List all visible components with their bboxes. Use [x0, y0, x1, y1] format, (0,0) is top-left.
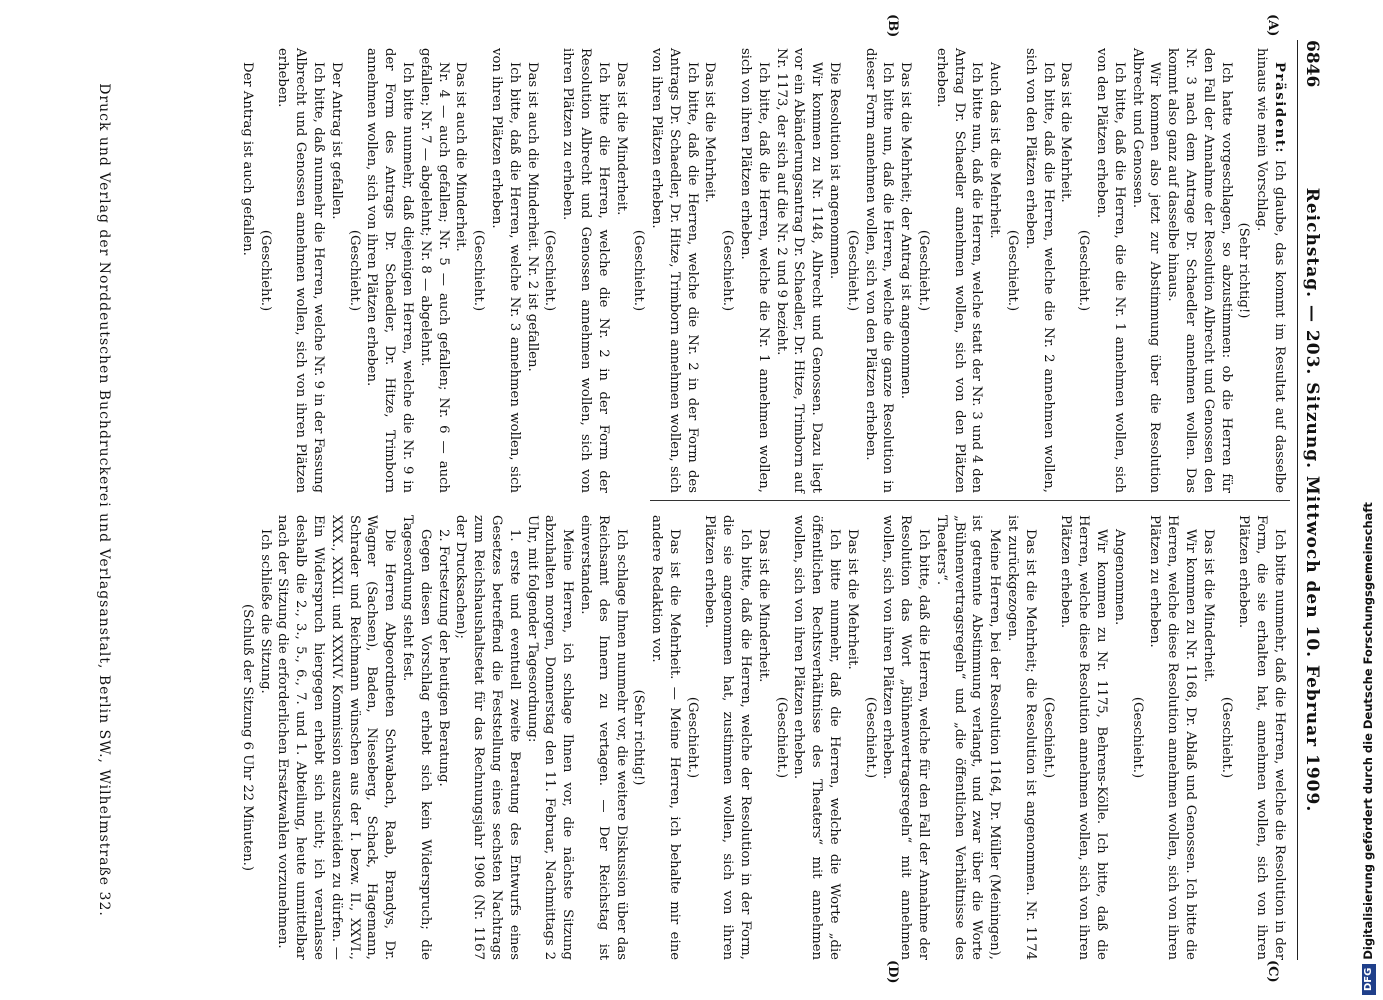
paragraph-text: Ich schließe die Sitzung.	[257, 529, 273, 694]
paragraph-text: Das ist die Mehrheit.	[844, 529, 860, 670]
paragraph	[612, 48, 630, 493]
paragraph	[790, 515, 843, 960]
stage-direction: (Geschieht.)	[1129, 696, 1145, 779]
paragraph	[256, 515, 274, 960]
paragraph-text: Ich hatte vorgeschlagen, so abzustimmen: ob die Herren für den Fall der Annahme der Resolution Albrecht und Genossen den Nr. 3 nach dem Antrage Dr. Schaedler annehmen wollen. Das kommt also ganz auf dasselbe hinaus.	[1165, 48, 1234, 493]
paragraph	[701, 48, 719, 493]
paragraph	[1146, 515, 1199, 960]
stage-direction: (Geschieht.)	[471, 229, 487, 312]
paragraph-text: Ich bitte nunmehr, daß die Herren, welche die Worte „die öffentlichen Rechtsverhältnisse des Theaters“ mit annehmen wollen, sich von ihren Plätzen erheben.	[791, 515, 843, 960]
stage-direction: (Geschieht.)	[1076, 229, 1092, 312]
paragraph-text: Angenommen.	[1111, 529, 1127, 626]
paragraph	[825, 48, 843, 493]
dfg-credit-text: Digitalisierung gefördert durch die Deutsche Forschungsgemeinschaft	[1361, 502, 1375, 960]
margin-mark-c: (C)	[1265, 960, 1280, 983]
paragraph-text: Ich schlage Ihnen nunmehr vor, die weitere Diskussion über das Reichsamt des Innern zu vertagen. — Der Reichstag ist einverstanden.	[577, 515, 629, 960]
paragraph	[1128, 48, 1164, 493]
paragraph-text: Die Resolution ist angenommen.	[827, 62, 843, 280]
paragraph-text: Das ist die Mehrheit. — Meine Herren, ich behalte mir eine andere Redaktion vor.	[649, 515, 682, 960]
paragraph	[452, 48, 470, 493]
paragraph-text: Auch das ist die Mehrheit.	[987, 62, 1003, 239]
paragraph-text: Das ist auch die Minderheit.	[453, 62, 469, 252]
paragraph-text: Das ist die Minderheit.	[1200, 529, 1216, 683]
paragraph	[363, 48, 416, 493]
paragraph-text: Gegen diesen Vorschlag erhebt sich kein Widerspruch; die Tagesordnung steht fest.	[399, 515, 433, 960]
paragraph	[896, 48, 914, 493]
margin-mark-a: (A)	[1265, 14, 1280, 37]
paragraph-text: Wir kommen zu Nr. 1168, Dr. Ablaß und Genossen. Ich bitte die Herren, welche diese Resolution annehmen wollen, sich von ihren Plätzen zu erheben.	[1147, 515, 1199, 960]
stage-direction: (Geschieht.)	[257, 229, 273, 312]
page-number: 6846	[1302, 40, 1322, 88]
paragraph	[523, 48, 541, 493]
paragraph-text: Ich glaube, das kommt im Resultat auf dasselbe hinaus wie mein Vorschlag.	[1254, 48, 1287, 494]
paragraph-text: Ich bitte, daß die Herren, welche die Nr. 1 annehmen wollen, sich von ihren Plätzen erheben.	[738, 48, 771, 493]
paragraph-text: Ich bitte die Herren, welche die Nr. 2 in der Form der Resolution Albrecht und Genossen annehmen wollen, sich von ihren Plätzen zu erheben.	[560, 48, 611, 493]
paragraph-text: Ich bitte, daß die Herren, welche die Nr. 2 annehmen wollen, sich von den Plätzen erheben.	[1022, 48, 1056, 493]
paragraph	[754, 515, 772, 960]
paragraph	[434, 515, 452, 960]
paragraph	[879, 515, 932, 960]
paragraph	[772, 48, 825, 493]
paragraph-text: Ich bitte, daß nunmehr die Herren, welche Nr. 9 in der Fassung Albrecht und Genossen annehmen wollen, sich von ihren Plätzen erheben.	[275, 48, 326, 493]
stage-direction: (Geschieht.)	[773, 696, 789, 779]
stage-direction: (Geschieht.)	[346, 229, 362, 312]
paragraph-text: Wir kommen zu Nr. 1175, Behrens-Kölle. Ich bitte, daß die Herren, welche diese Resolution annehmen wollen, sich von ihren Plätzen erheben.	[1058, 515, 1110, 960]
paragraph-text: Das ist die Minderheit.	[613, 62, 629, 216]
stage-direction: (Sehr richtig!)	[1236, 222, 1252, 319]
paragraph	[843, 515, 861, 960]
paragraph	[1199, 515, 1217, 960]
paragraph-text: Nr. 4 — auch gefallen; Nr. 5 — auch gefallen; Nr. 6 — auch gefallen; Nr. 7 — abgelehnt; Nr. 8 — abgelehnt.	[417, 48, 451, 493]
paragraph	[558, 48, 611, 493]
paragraph-text: Das ist die Minderheit.	[755, 529, 771, 683]
printer-imprint: Druck und Verlag der Norddeutschen Buchdruckerei und Verlagsanstalt, Berlin SW., Wilhelmstraße 32.	[96, 83, 112, 917]
stage-direction: (Geschieht.)	[1040, 696, 1056, 779]
left-text-column	[238, 48, 1288, 493]
paragraph-text: Ich bitte nun, daß die Herren, welche statt der Nr. 3 und 4 den Antrag Dr. Schaedler annehmen wollen, sich von den Plätzen erheben.	[933, 48, 985, 493]
paragraph	[1235, 515, 1288, 960]
header-rule	[1297, 40, 1298, 960]
paragraph	[416, 48, 452, 493]
paragraph-text: Ich bitte, daß die Herren, welche Nr. 3 annehmen wollen, sich von ihren Plätzen erheben.	[488, 48, 522, 493]
page-header	[1296, 40, 1326, 960]
paragraph	[1057, 515, 1110, 960]
paragraph-text: Wir kommen zu Nr. 1148, Albrecht und Genossen. Dazu liegt vor ein Abänderungsantrag Dr. Schaedler, Dr. Hitze, Trimborn auf Nr. 1173, der sich auf die Nr. 2 und 9 bezieht.	[773, 48, 825, 493]
stage-direction: (Geschieht.)	[1218, 696, 1234, 779]
margin-mark-d: (D)	[885, 960, 900, 984]
paragraph	[861, 48, 897, 493]
paragraph-text: Ich bitte, daß die Herren, welche der Resolution in der Form, die sie angenommen hat, zustimmen wollen, sich von ihren Plätzen erheben.	[702, 515, 754, 960]
paragraph-text: Ich bitte, daß die Herren, welche für den Fall der Annahme der Resolution das Wort „Bühnenvertragsregeln“ mit annehmen wollen, sich von ihren Plätzen erheben.	[880, 515, 932, 960]
column-divider	[650, 500, 1290, 501]
right-text-column	[238, 515, 1288, 960]
paragraph	[1003, 515, 1039, 960]
paragraph-text: Ich bitte nun, daß die Herren, welche die ganze Resolution in dieser Form annehmen wollen, sich von den Plätzen erheben.	[862, 48, 896, 493]
paragraph-text: Meine Herren, ich schlage Ihnen vor, die nächste Sitzung abzuhalten morgen, Donnerstag den 11. Februar, Nachmittags 2 Uhr, mit folgender Tagesordnung:	[524, 515, 576, 960]
paragraph-text: Das ist die Mehrheit.	[1058, 62, 1074, 203]
stage-direction: (Geschieht.)	[916, 229, 932, 312]
paragraph-text: 1. erste und eventuell zweite Beratung des Entwurfs eines Gesetzes betreffend die Feststellung eines sechsten Nachtrags zum Reichshaushaltsetat für das Rechnungsjahr 1908 (Nr. 1167 der Drucksachen);	[453, 515, 522, 960]
dfg-logo: DFG	[1362, 964, 1376, 995]
paragraph	[932, 515, 1003, 960]
paragraph-text: Der Antrag ist auch gefallen.	[239, 62, 255, 256]
paragraph-text: Ich bitte, daß die Herren, die die Nr. 1 annehmen wollen, sich von den Plätzen erheben.	[1094, 48, 1127, 493]
paragraph	[274, 515, 399, 960]
paragraph-text: Das ist die Mehrheit.	[702, 62, 718, 203]
paragraph-text: Wir kommen also jetzt zur Abstimmung über die Resolution Albrecht und Genossen.	[1129, 48, 1163, 493]
paragraph	[274, 48, 327, 493]
paragraph-text: Meine Herren, bei der Resolution 1164, Dr. Müller (Meiningen), ist getrennte Abstimmung verlangt, und zwar über die Worte „Bühnenvertragsregeln“ und „die öffentlichen Verhältnisse des Theaters“.	[933, 515, 1003, 960]
paragraph	[647, 515, 683, 960]
dfg-credit-strip	[1357, 0, 1379, 995]
paragraph-text: Ich bitte nunmehr, daß die Herren, welche die Resolution in der Form, die sie erhalten hat, annehmen wollen, sich von ihren Plätzen erheben.	[1236, 515, 1287, 960]
paragraph-text: Das ist die Mehrheit; der Antrag ist angenommen.	[898, 62, 914, 399]
paragraph-text: Der Antrag ist gefallen.	[328, 62, 344, 220]
paragraph-text: Das ist auch die Minderheit. Nr. 2 ist gefallen.	[524, 62, 540, 372]
stage-direction: (Schluß der Sitzung 6 Uhr 22 Minuten.)	[239, 604, 255, 871]
paragraph	[1021, 48, 1057, 493]
stage-direction: (Geschieht.)	[720, 229, 736, 312]
paragraph	[647, 48, 700, 493]
paragraph	[701, 515, 754, 960]
speaker-label: Präsident:	[1272, 62, 1287, 155]
paragraph	[327, 48, 345, 493]
stage-direction: (Geschieht.)	[862, 696, 878, 779]
stage-direction: (Geschieht.)	[684, 696, 700, 779]
paragraph	[1110, 515, 1128, 960]
paragraph	[932, 48, 985, 493]
stage-direction: (Sehr richtig!)	[631, 689, 647, 786]
paragraph-text: 2. Fortsetzung der heutigen Beratung.	[435, 529, 451, 787]
paragraph	[238, 48, 256, 493]
paragraph-text: Ich bitte nunmehr, daß diejenigen Herren, welche die Nr. 9 in der Form des Antrags Dr. Schaedler, Dr. Hitze, Trimborn annehmen wollen, sich von ihren Plätzen erheben.	[364, 48, 415, 493]
paragraph	[452, 515, 523, 960]
paragraph-text: Die Herren Abgeordneten Schwabach, Raab, Brandys, Dr. Wagner (Sachsen), Baden, Nieseberg, Schack, Hagemann, Schrader und Reichmann wünschen aus der I. bezw. II., XXVI., XXX., XXXII. und XXXIV. Kommission auszuscheiden zu dürfen. — Ein Widerspruch hiergegen erhebt sich nicht; ich veranlasse deshalb die 2., 3., 5., 6., 7. und 1. Abteilung, heute unmittelbar nach der Sitzung die erforderlichen Ersatzwahlen vorzunehmen.	[275, 515, 398, 960]
paragraph	[985, 48, 1003, 493]
paragraph	[1163, 48, 1234, 493]
paragraph	[523, 515, 576, 960]
paragraph	[398, 515, 434, 960]
paragraph	[1092, 48, 1128, 493]
margin-mark-b: (B)	[885, 14, 900, 38]
paragraph	[487, 48, 523, 493]
stage-direction: (Geschieht.)	[631, 229, 647, 312]
paragraph	[736, 48, 772, 493]
paragraph	[576, 515, 629, 960]
stage-direction: (Geschieht.)	[1005, 229, 1021, 312]
paragraph-text: Das ist die Mehrheit; die Resolution ist angenommen. Nr. 1174 ist zurückgezogen.	[1005, 515, 1038, 960]
paragraph-text: Ich bitte, daß die Herren, welche die Nr. 2 in der Form des Antrags Dr. Schaedler, Dr. Hitze, Trimborn annehmen wollen, sich von ihren Plätzen erheben.	[649, 48, 700, 493]
page-title: Reichstag. — 203. Sitzung. Mittwoch den 10. Februar 1909.	[1302, 187, 1322, 813]
stage-direction: (Geschieht.)	[844, 229, 860, 312]
paragraph	[1252, 48, 1288, 493]
stage-direction: (Geschieht.)	[542, 229, 558, 312]
paragraph	[1057, 48, 1075, 493]
